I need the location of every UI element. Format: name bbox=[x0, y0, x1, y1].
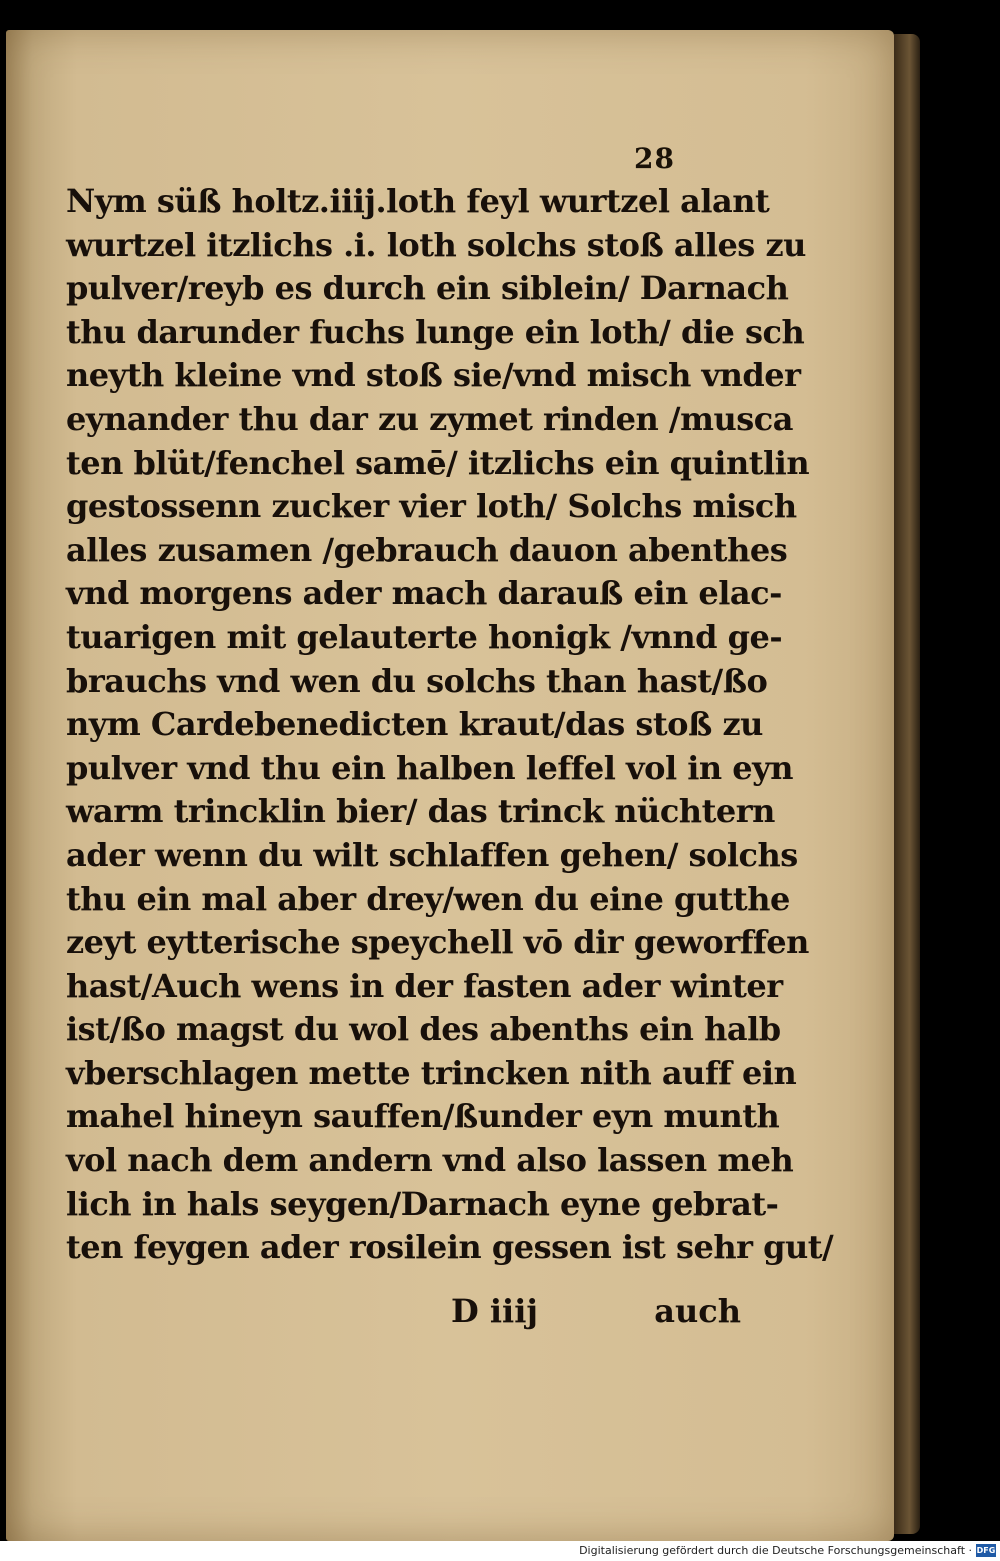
text-line: brauchs vnd wen du solchs than hast/ßo bbox=[66, 661, 768, 700]
text-line: lich in hals seygen/Darnach eyne gebrat- bbox=[66, 1184, 779, 1223]
footer-bar bbox=[0, 1541, 1000, 1561]
signature-mark: D iiij bbox=[451, 1292, 538, 1330]
text-line: tuarigen mit gelauterte honigk /vnnd ge- bbox=[66, 617, 783, 656]
text-line: thu darunder fuchs lunge ein loth/ die sch bbox=[66, 312, 805, 351]
text-line: zeyt eytterische speychell vō dir geworffen bbox=[66, 923, 809, 962]
text-line: vnd morgens ader mach darauß ein elac- bbox=[66, 574, 782, 613]
dfg-logo-icon: DFG bbox=[976, 1546, 996, 1555]
text-line: wurtzel itzlichs .i. loth solchs stoß alles zu bbox=[66, 225, 806, 264]
text-line: hast/Auch wens in der fasten ader winter bbox=[66, 966, 783, 1005]
text-line: thu ein mal aber drey/wen du eine gutthe bbox=[66, 879, 790, 918]
folio-number: 28 bbox=[634, 142, 675, 175]
text-line: vberschlagen mette trincken nith auff ein bbox=[66, 1053, 797, 1092]
book-page-edge bbox=[894, 34, 920, 1534]
text-line: Nym süß holtz.iiij.loth feyl wurtzel alant bbox=[66, 182, 770, 220]
text-line: neyth kleine vnd stoß sie/vnd misch vnder bbox=[66, 356, 801, 395]
funding-credit: Digitalisierung gefördert durch die Deutsche Forschungsgemeinschaft · bbox=[579, 1544, 972, 1557]
catchline bbox=[451, 1292, 751, 1336]
text-line: ten feygen ader rosilein gessen ist sehr gut/ bbox=[66, 1228, 834, 1267]
text-line: ten blüt/fenchel samē/ itzlichs ein quintlin bbox=[66, 443, 810, 482]
catchword: auch bbox=[654, 1292, 741, 1330]
text-line: eynander thu dar zu zymet rinden /musca bbox=[66, 399, 793, 438]
text-line: warm trincklin bier/ das trinck nüchtern bbox=[66, 792, 775, 831]
text-line: nym Cardebenedicten kraut/das stoß zu bbox=[66, 705, 763, 744]
text-line: vol nach dem andern vnd also lassen meh bbox=[66, 1141, 794, 1180]
text-line: mahel hineyn sauffen/ßunder eyn munth bbox=[66, 1097, 780, 1136]
text-line: gestossenn zucker vier loth/ Solchs misch bbox=[66, 487, 797, 526]
text-line: ader wenn du wilt schlaffen gehen/ solchs bbox=[66, 835, 798, 874]
text-line: pulver/reyb es durch ein siblein/ Darnach bbox=[66, 269, 789, 308]
book-page bbox=[6, 30, 894, 1541]
text-line: pulver vnd thu ein halben leffel vol in eyn bbox=[66, 748, 794, 787]
text-block bbox=[66, 180, 834, 1270]
text-line: ist/ßo magst du wol des abenths ein halb bbox=[66, 1010, 781, 1049]
text-line: alles zusamen /gebrauch dauon abenthes bbox=[66, 530, 788, 569]
